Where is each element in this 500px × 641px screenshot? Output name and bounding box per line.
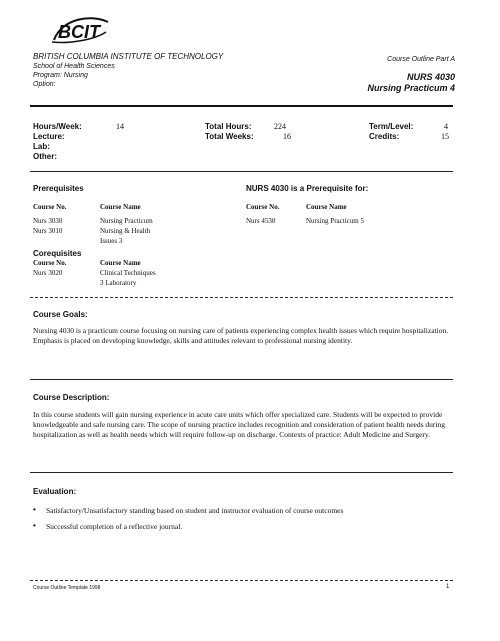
divider	[30, 297, 453, 298]
divider	[30, 472, 453, 473]
institute-name: BRITISH COLUMBIA INSTITUTE OF TECHNOLOGY	[33, 52, 224, 61]
doc-type: Course Outline Part A	[387, 56, 455, 63]
logo-text: BCIT	[58, 22, 100, 42]
total-weeks-label: Total Weeks:	[205, 132, 254, 141]
prereq-name: Issues 3	[100, 237, 123, 245]
course-code: NURS 4030	[406, 72, 455, 82]
school-name: School of Health Sciences	[33, 63, 115, 70]
lab-label: Lab:	[33, 142, 50, 151]
bullet-icon: •	[33, 521, 36, 530]
credits-value: 15	[441, 132, 449, 141]
hours-week-value: 14	[116, 122, 124, 131]
prereq-col-no: Course No.	[33, 203, 67, 211]
credits-label: Credits:	[369, 132, 400, 141]
prereq-for-col-name: Course Name	[306, 203, 347, 211]
total-weeks-value: 16	[283, 132, 291, 141]
hours-week-label: Hours/Week:	[33, 122, 82, 131]
prereq-name: Nursing Practicum	[100, 217, 153, 225]
prereq-no: Nurs 3030	[33, 217, 63, 225]
prereq-col-name: Course Name	[100, 203, 141, 211]
term-label: Term/Level:	[369, 122, 414, 131]
goals-heading: Course Goals:	[33, 310, 88, 319]
goals-text: Nursing 4030 is a practicum course focusing on nursing care of patients experiencing complex health issues which require hospitalization. Emphasis is placed on developing knowledge, skills and attitudes relevant to professional nursing identity.	[33, 326, 449, 345]
program-name: Program: Nursing	[33, 72, 88, 79]
total-hours-value: 224	[274, 122, 286, 131]
bullet-icon: •	[33, 505, 36, 514]
prereq-for-col-no: Course No.	[246, 203, 280, 211]
page-number: 1	[446, 584, 450, 590]
bcit-logo	[48, 14, 112, 46]
coreq-name: Clinical Techniques	[100, 269, 156, 277]
coreq-col-no: Course No.	[33, 259, 67, 267]
prereq-name: Nursing & Health	[100, 227, 151, 235]
divider	[30, 379, 453, 380]
divider	[30, 171, 453, 172]
footer-left: Course Outline Template 1998	[33, 585, 101, 591]
course-title: Nursing Practicum 4	[367, 83, 455, 93]
prereq-for-no: Nurs 4530	[246, 217, 276, 225]
description-text: In this course students will gain nursing experience in acute care units which offer specialized care. Students will be expected to provide knowledgeable and safe nursing care. The scope of nursing practice includes recognition and consideration of patient health needs during hospitalization as well as health needs which will require follow-up on discharge. Contexts of practice: Adult Medicine and Surgery.	[33, 410, 446, 439]
coreq-name: 3 Laboratory	[100, 279, 137, 287]
corequisites-heading: Corequisites	[33, 249, 82, 258]
description-heading: Course Description:	[33, 393, 110, 402]
prereq-no: Nurs 3010	[33, 227, 63, 235]
prereq-for-name: Nursing Practicum 5	[306, 217, 364, 225]
is-prereq-for-heading: NURS 4030 is a Prerequisite for:	[246, 184, 369, 193]
footer-divider	[30, 580, 453, 581]
coreq-no: Nurs 3020	[33, 269, 63, 277]
evaluation-item: Successful completion of a reflective journal.	[46, 522, 183, 531]
prerequisites-heading: Prerequisites	[33, 184, 84, 193]
lecture-label: Lecture:	[33, 132, 65, 141]
term-value: 4	[444, 122, 448, 131]
option-label: Option:	[33, 81, 56, 88]
total-hours-label: Total Hours:	[205, 122, 252, 131]
divider	[30, 105, 453, 107]
evaluation-heading: Evaluation:	[33, 487, 77, 496]
coreq-col-name: Course Name	[100, 259, 141, 267]
evaluation-item: Satisfactory/Unsatisfactory standing based on student and instructor evaluation of course outcomes	[46, 506, 344, 515]
other-label: Other:	[33, 152, 57, 161]
